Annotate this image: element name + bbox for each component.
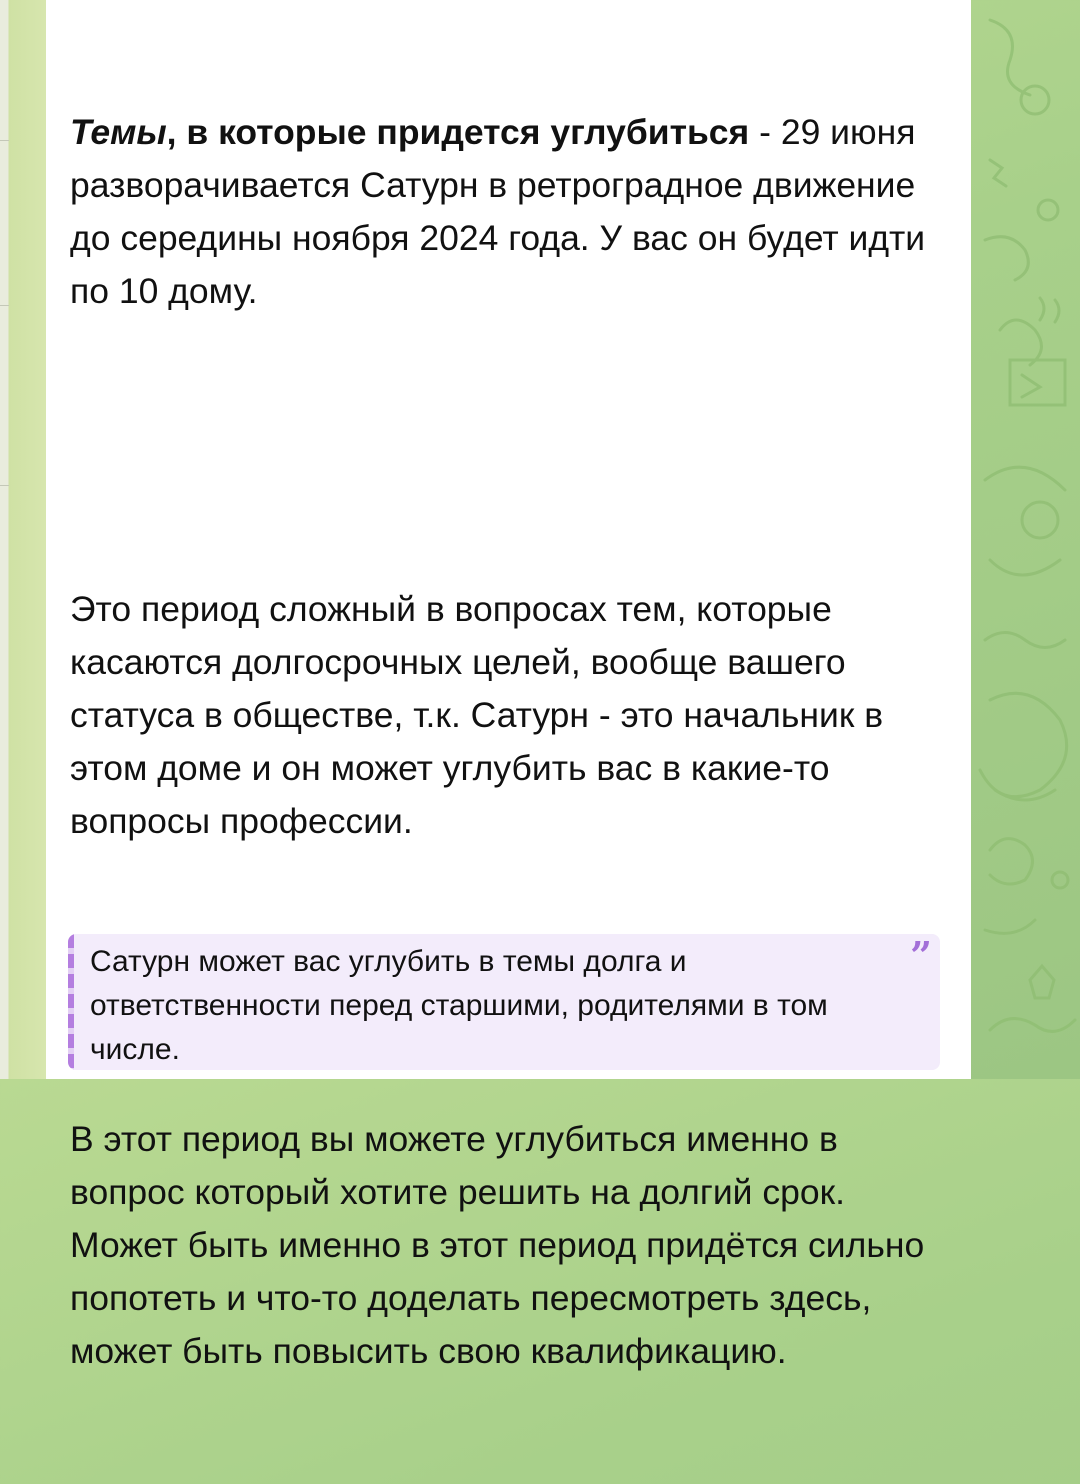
quote-icon: ”	[910, 934, 932, 978]
lead-italic: Темы	[70, 112, 167, 152]
paragraph-2: Это период сложный в вопросах тем, которые касаются долгосрочных целей, вообще вашего статуса в обществе, т.к. Сатурн - это начальник в этом доме и он может углубить вас в какие-то вопросы профессии.	[70, 589, 893, 841]
paragraph-3: В этот период вы можете углубиться именно в вопрос который хотите решить на долгий срок. Может быть именно в этот период придётся сильно попотеть и что-то доделать пересмотреть здесь, может быть повысить свою квалификацию.	[70, 1119, 935, 1371]
lead-bold: , в которые придется углубиться	[166, 112, 750, 152]
blockquote	[68, 934, 940, 1070]
message-text	[70, 0, 950, 1484]
paragraph-1	[70, 106, 950, 318]
quote-accent-bar	[68, 934, 74, 1070]
message-bubble[interactable]	[46, 0, 971, 1371]
quote-text: Сатурн может вас углубить в темы долга и ответственности перед старшими, родителями в том числе.	[90, 945, 828, 1066]
left-chat-edge	[0, 0, 46, 1079]
lead-rest: - 29 июня разворачивается Сатурн в ретроградное движение до середины ноября 2024 года. У вас он будет идти по 10 дому.	[70, 112, 936, 311]
